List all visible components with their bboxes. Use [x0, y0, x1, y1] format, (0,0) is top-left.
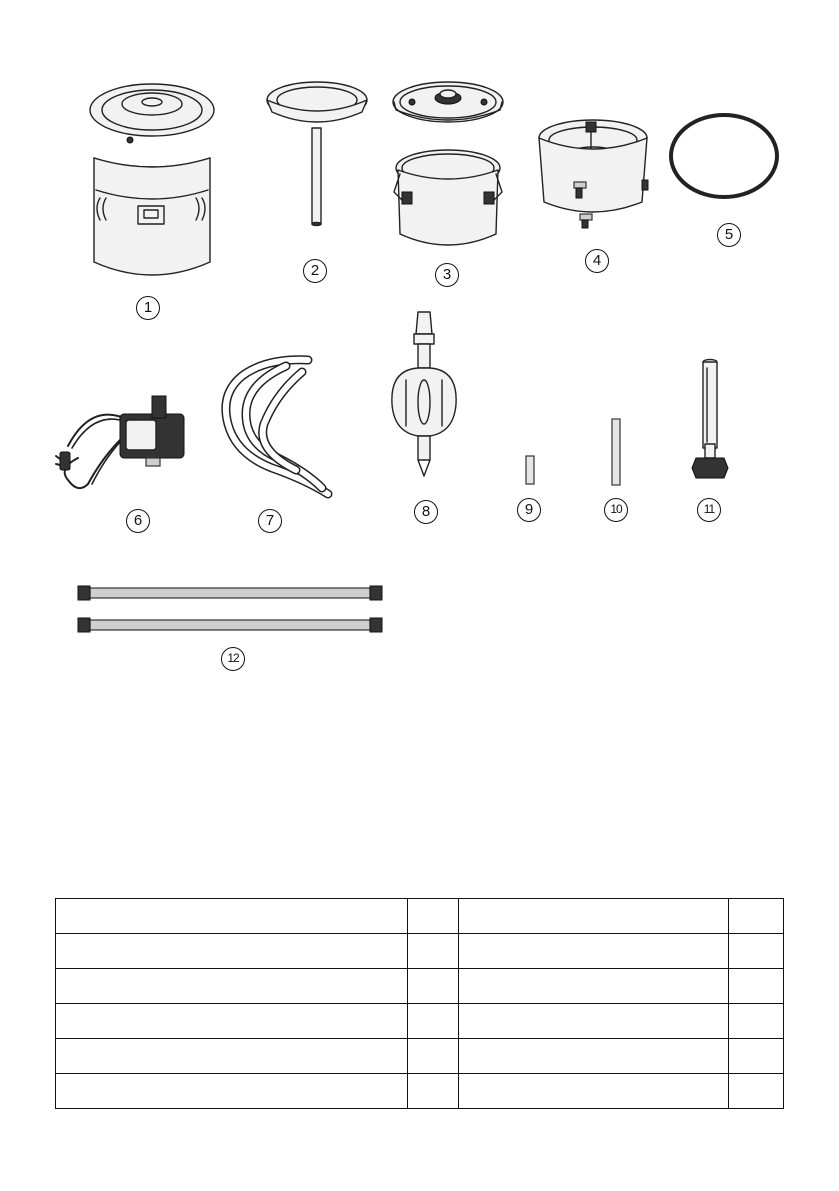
table-row [56, 1074, 784, 1109]
part-8-airlock-illustration [384, 308, 464, 488]
table-row [56, 899, 784, 934]
table-cell [459, 934, 729, 969]
table-cell [729, 1004, 784, 1039]
part-3-lid-and-vessel-illustration [388, 78, 508, 258]
part-11-probe-illustration [690, 358, 730, 482]
table-cell [408, 1039, 459, 1074]
callout-5: 5 [717, 223, 741, 247]
callout-1: 1 [136, 296, 160, 320]
table-row [56, 969, 784, 1004]
table-row [56, 1039, 784, 1074]
table-cell [459, 1074, 729, 1109]
callout-7: 7 [258, 509, 282, 533]
table-cell [408, 969, 459, 1004]
table-cell [56, 969, 408, 1004]
callout-6: 6 [126, 509, 150, 533]
callout-9: 9 [517, 498, 541, 522]
table-row [56, 1004, 784, 1039]
part-4-condenser-bowl-illustration [536, 116, 656, 232]
callout-8: 8 [414, 500, 438, 524]
part-2-funnel-tray-illustration [262, 78, 372, 228]
part-6-water-pump-illustration [48, 388, 198, 496]
table-cell [56, 934, 408, 969]
part-9-short-tube-illustration [524, 455, 536, 485]
table-row [56, 934, 784, 969]
table-cell [459, 1004, 729, 1039]
table-cell [56, 899, 408, 934]
part-10-long-tube-illustration [610, 418, 622, 486]
table-cell [56, 1039, 408, 1074]
table-cell [729, 1074, 784, 1109]
table-cell [729, 934, 784, 969]
parts-list-table [55, 898, 784, 1109]
table-cell [459, 969, 729, 1004]
table-cell [408, 934, 459, 969]
part-1-pot-illustration [82, 80, 222, 290]
callout-4: 4 [585, 249, 609, 273]
part-12-braided-hoses-illustration [76, 580, 384, 640]
table-cell [729, 1039, 784, 1074]
table-cell [56, 1004, 408, 1039]
callout-2: 2 [303, 259, 327, 283]
callout-11: 11 [697, 498, 721, 522]
callout-10: 10 [604, 498, 628, 522]
table-cell [408, 1074, 459, 1109]
part-7-hoses-illustration [216, 354, 336, 500]
part-5-sealing-ring-illustration [666, 110, 782, 202]
table-cell [459, 1039, 729, 1074]
table-cell [408, 1004, 459, 1039]
table-cell [729, 969, 784, 1004]
table-cell [459, 899, 729, 934]
callout-12: 12 [221, 647, 245, 671]
table-cell [56, 1074, 408, 1109]
table-cell [408, 899, 459, 934]
table-cell [729, 899, 784, 934]
callout-3: 3 [435, 263, 459, 287]
